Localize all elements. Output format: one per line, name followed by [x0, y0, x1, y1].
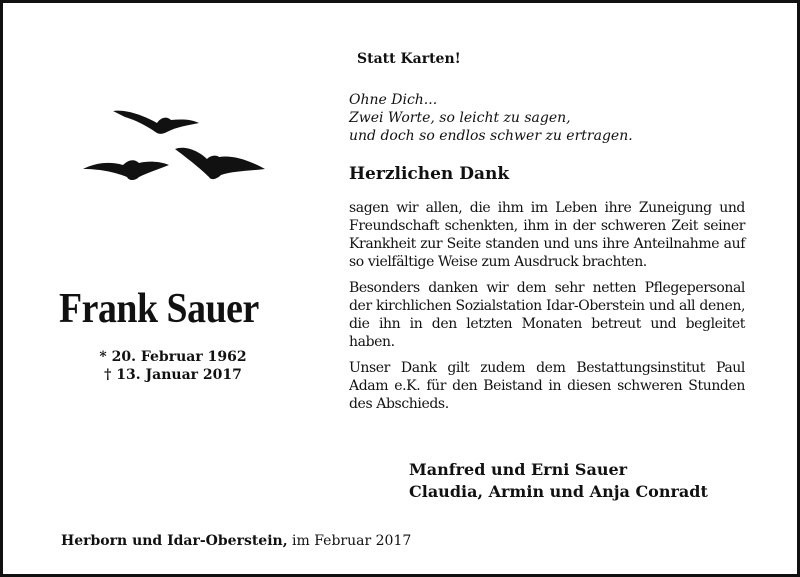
- life-dates: [63, 348, 283, 384]
- birds-silhouette-icon: [81, 107, 267, 187]
- poem-line: und doch so endlos schwer zu ertragen.: [349, 128, 633, 144]
- death-date: † 13. Januar 2017: [104, 367, 242, 383]
- thanks-heading: Herzlichen Dank: [349, 164, 510, 184]
- footer-place: Herborn und Idar-Oberstein,: [61, 533, 288, 549]
- thanks-paragraph: Besonders danken wir dem sehr netten Pflegepersonal der kirchlichen Sozialstation Idar-Oberstein und all denen, die ihn in den letzten Monaten betreut und begleitet haben.: [349, 280, 745, 350]
- footer-date: im Februar 2017: [287, 533, 412, 549]
- poem-line: Ohne Dich...: [349, 92, 438, 108]
- statt-karten-title: Statt Karten!: [357, 51, 461, 67]
- signers: [409, 459, 708, 503]
- signer-line: Claudia, Armin und Anja Conradt: [409, 482, 708, 501]
- text-column: [349, 49, 745, 413]
- deceased-name: Frank Sauer: [59, 286, 259, 332]
- poem-line: Zwei Worte, so leicht zu sagen,: [349, 110, 571, 126]
- poem: [349, 91, 745, 145]
- thanks-paragraph: sagen wir allen, die ihm im Leben ihre Zuneigung und Freundschaft schenkten, ihm in der schweren Zeit seiner Krankheit zur Seite standen und uns ihre Anteilnahme auf so vielfältige Weise zum Ausdruck brachten.: [349, 200, 745, 270]
- signer-line: Manfred und Erni Sauer: [409, 460, 628, 479]
- footer-place-date: [61, 531, 411, 551]
- birth-date: * 20. Februar 1962: [99, 349, 247, 365]
- thanks-paragraph: Unser Dank gilt zudem dem Bestattungsinstitut Paul Adam e.K. für den Beistand in diesen schweren Stunden des Abschieds.: [349, 360, 745, 412]
